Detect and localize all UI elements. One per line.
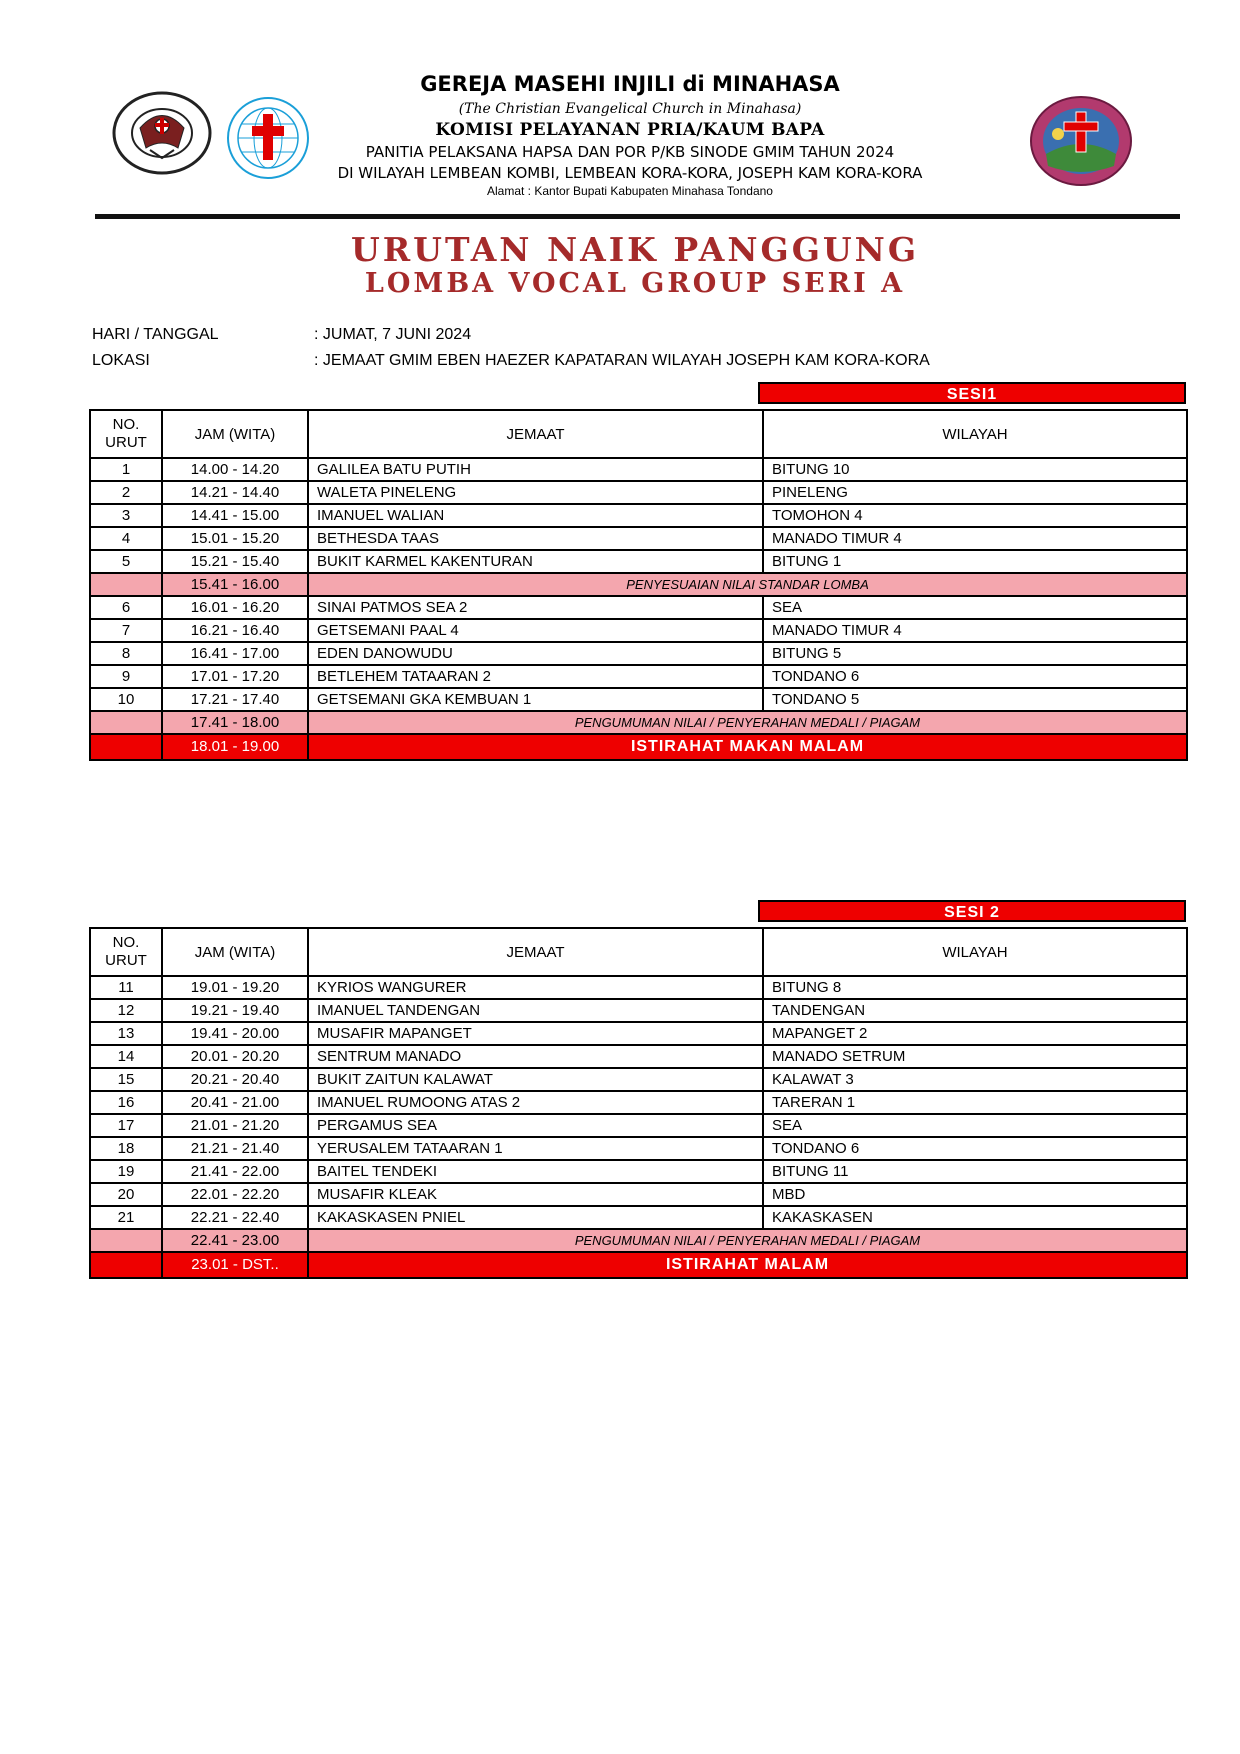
announcement-row (90, 711, 1187, 734)
cell-wilayah: MBD (763, 1183, 1187, 1206)
cell-jemaat: KAKASKASEN PNIEL (308, 1206, 763, 1229)
cell-jam: 15.21 - 15.40 (162, 550, 308, 573)
cell-jam: 19.21 - 19.40 (162, 999, 308, 1022)
date-value: : JUMAT, 7 JUNI 2024 (314, 326, 472, 343)
cell-jemaat: GETSEMANI GKA KEMBUAN 1 (308, 688, 763, 711)
cell-wilayah: TARERAN 1 (763, 1091, 1187, 1114)
rest-row (90, 734, 1187, 760)
table-row (90, 1068, 1187, 1091)
cell-jam: 21.01 - 21.20 (162, 1114, 308, 1137)
region-line: DI WILAYAH LEMBEAN KOMBI, LEMBEAN KORA-KORA, JOSEPH KAM KORA-KORA (337, 164, 923, 182)
cell-jam: 17.21 - 17.40 (162, 688, 308, 711)
cell-jemaat: MUSAFIR MAPANGET (308, 1022, 763, 1045)
rest-label: ISTIRAHAT MALAM (308, 1252, 1187, 1278)
cell-jemaat: PERGAMUS SEA (308, 1114, 763, 1137)
cell-wilayah: SEA (763, 596, 1187, 619)
table-row (90, 1183, 1187, 1206)
cell-no: 2 (90, 481, 162, 504)
cell-jemaat: IMANUEL RUMOONG ATAS 2 (308, 1091, 763, 1114)
table-row (90, 1045, 1187, 1068)
cell-jam: 14.21 - 14.40 (162, 481, 308, 504)
org-name-english: (The Christian Evangelical Church in Minahasa) (458, 101, 802, 117)
session-2-table (89, 927, 1188, 1279)
cell-jam: 16.01 - 16.20 (162, 596, 308, 619)
cell-no-empty (90, 1252, 162, 1278)
cell-jemaat: BETLEHEM TATAARAN 2 (308, 665, 763, 688)
cell-jam: 21.21 - 21.40 (162, 1137, 308, 1160)
cell-jemaat: BAITEL TENDEKI (308, 1160, 763, 1183)
cell-no-empty (90, 734, 162, 760)
cell-jemaat: MUSAFIR KLEAK (308, 1183, 763, 1206)
cell-jam: 22.41 - 23.00 (162, 1229, 308, 1252)
cell-wilayah: TANDENGAN (763, 999, 1187, 1022)
col-jam: JAM (WITA) (162, 410, 308, 458)
cell-jemaat: SINAI PATMOS SEA 2 (308, 596, 763, 619)
table-header-row (90, 410, 1187, 458)
cell-wilayah: MANADO SETRUM (763, 1045, 1187, 1068)
cell-wilayah: SEA (763, 1114, 1187, 1137)
cell-jemaat: YERUSALEM TATAARAN 1 (308, 1137, 763, 1160)
cell-jemaat: IMANUEL WALIAN (308, 504, 763, 527)
cell-jemaat: KYRIOS WANGURER (308, 976, 763, 999)
table-row (90, 619, 1187, 642)
cell-no-empty (90, 711, 162, 734)
cell-wilayah: TONDANO 6 (763, 1137, 1187, 1160)
table-row (90, 481, 1187, 504)
cell-jam: 20.41 - 21.00 (162, 1091, 308, 1114)
pria-kaum-bapa-logo (222, 92, 314, 184)
committee-name: PANITIA PELAKSANA HAPSA DAN POR P/KB SINODE GMIM TAHUN 2024 (365, 143, 895, 161)
cell-wilayah: KALAWAT 3 (763, 1068, 1187, 1091)
announcement-row (90, 1229, 1187, 1252)
cell-jemaat: SENTRUM MANADO (308, 1045, 763, 1068)
table-row (90, 1114, 1187, 1137)
org-name: GEREJA MASEHI INJILI di MINAHASA (420, 72, 840, 96)
cell-wilayah: KAKASKASEN (763, 1206, 1187, 1229)
cell-no: 9 (90, 665, 162, 688)
cell-jam: 23.01 - DST.. (162, 1252, 308, 1278)
cell-jam: 20.21 - 20.40 (162, 1068, 308, 1091)
gmim-logo (110, 88, 214, 178)
title-line-1: URUTAN NAIK PANGGUNG (350, 230, 920, 269)
cell-no: 16 (90, 1091, 162, 1114)
table-row (90, 596, 1187, 619)
rest-label: ISTIRAHAT MAKAN MALAM (308, 734, 1187, 760)
cell-wilayah: BITUNG 11 (763, 1160, 1187, 1183)
col-jemaat: JEMAAT (308, 928, 763, 976)
cell-jam: 21.41 - 22.00 (162, 1160, 308, 1183)
cell-jam: 14.41 - 15.00 (162, 504, 308, 527)
col-wilayah: WILAYAH (763, 410, 1187, 458)
cell-no: 12 (90, 999, 162, 1022)
break-label: PENYESUAIAN NILAI STANDAR LOMBA (308, 573, 1187, 596)
cell-jemaat: EDEN DANOWUDU (308, 642, 763, 665)
cell-jemaat: BUKIT ZAITUN KALAWAT (308, 1068, 763, 1091)
cell-jam: 16.21 - 16.40 (162, 619, 308, 642)
cell-no: 10 (90, 688, 162, 711)
table-row (90, 665, 1187, 688)
cell-jemaat: GALILEA BATU PUTIH (308, 458, 763, 481)
cell-wilayah: BITUNG 8 (763, 976, 1187, 999)
cell-jemaat: GETSEMANI PAAL 4 (308, 619, 763, 642)
cell-jam: 16.41 - 17.00 (162, 642, 308, 665)
announcement-label: PENGUMUMAN NILAI / PENYERAHAN MEDALI / PIAGAM (308, 1229, 1187, 1252)
announcement-label: PENGUMUMAN NILAI / PENYERAHAN MEDALI / PIAGAM (308, 711, 1187, 734)
table-row (90, 1022, 1187, 1045)
cell-wilayah: BITUNG 5 (763, 642, 1187, 665)
table-row (90, 1137, 1187, 1160)
date-label: HARI / TANGGAL (92, 326, 219, 343)
session-2-label: SESI 2 (758, 900, 1186, 922)
col-no: NO. URUT (90, 410, 162, 458)
cell-no: 3 (90, 504, 162, 527)
cell-jam: 15.01 - 15.20 (162, 527, 308, 550)
cell-jemaat: BETHESDA TAAS (308, 527, 763, 550)
col-wilayah: WILAYAH (763, 928, 1187, 976)
cell-wilayah: MANADO TIMUR 4 (763, 619, 1187, 642)
cell-no: 18 (90, 1137, 162, 1160)
cell-no-empty (90, 573, 162, 596)
cell-no: 11 (90, 976, 162, 999)
cell-no: 6 (90, 596, 162, 619)
table-row (90, 1206, 1187, 1229)
cell-jam: 17.01 - 17.20 (162, 665, 308, 688)
cell-jam: 14.00 - 14.20 (162, 458, 308, 481)
cell-wilayah: BITUNG 10 (763, 458, 1187, 481)
cell-jam: 15.41 - 16.00 (162, 573, 308, 596)
cell-jam: 17.41 - 18.00 (162, 711, 308, 734)
cell-wilayah: MANADO TIMUR 4 (763, 527, 1187, 550)
cell-wilayah: TONDANO 5 (763, 688, 1187, 711)
title-line-2: LOMBA VOCAL GROUP SERI A (364, 268, 906, 299)
table-row (90, 976, 1187, 999)
cell-no: 15 (90, 1068, 162, 1091)
cell-no: 7 (90, 619, 162, 642)
cell-jam: 19.41 - 20.00 (162, 1022, 308, 1045)
cell-jemaat: WALETA PINELENG (308, 481, 763, 504)
session-1-label: SESI1 (758, 382, 1186, 404)
table-row (90, 688, 1187, 711)
table-header-row (90, 928, 1187, 976)
cell-jam: 19.01 - 19.20 (162, 976, 308, 999)
commission-name: KOMISI PELAYANAN PRIA/KAUM BAPA (435, 120, 825, 140)
cell-no: 13 (90, 1022, 162, 1045)
cell-jemaat: IMANUEL TANDENGAN (308, 999, 763, 1022)
cell-jam: 18.01 - 19.00 (162, 734, 308, 760)
location-value: : JEMAAT GMIM EBEN HAEZER KAPATARAN WILAYAH JOSEPH KAM KORA-KORA (314, 352, 930, 369)
table-row (90, 1160, 1187, 1183)
rest-row (90, 1252, 1187, 1278)
table-row (90, 999, 1187, 1022)
cell-no: 14 (90, 1045, 162, 1068)
cell-no-empty (90, 1229, 162, 1252)
table-row (90, 1091, 1187, 1114)
letterhead (90, 60, 1180, 220)
cell-no: 5 (90, 550, 162, 573)
table-row (90, 550, 1187, 573)
cell-wilayah: MAPANGET 2 (763, 1022, 1187, 1045)
cell-jam: 22.21 - 22.40 (162, 1206, 308, 1229)
table-row (90, 458, 1187, 481)
table-row (90, 504, 1187, 527)
table-row (90, 642, 1187, 665)
cell-no: 4 (90, 527, 162, 550)
cell-no: 21 (90, 1206, 162, 1229)
table-row (90, 527, 1187, 550)
cell-no: 20 (90, 1183, 162, 1206)
col-jam: JAM (WITA) (162, 928, 308, 976)
cell-jemaat: BUKIT KARMEL KAKENTURAN (308, 550, 763, 573)
hapsa-event-logo (1028, 94, 1134, 188)
cell-no: 17 (90, 1114, 162, 1137)
cell-wilayah: TONDANO 6 (763, 665, 1187, 688)
cell-jam: 22.01 - 22.20 (162, 1183, 308, 1206)
location-label: LOKASI (92, 352, 150, 369)
session-1-table (89, 409, 1188, 761)
cell-no: 1 (90, 458, 162, 481)
document-title (90, 232, 1180, 300)
cell-wilayah: PINELENG (763, 481, 1187, 504)
cell-jam: 20.01 - 20.20 (162, 1045, 308, 1068)
col-no: NO. URUT (90, 928, 162, 976)
col-jemaat: JEMAAT (308, 410, 763, 458)
cell-no: 19 (90, 1160, 162, 1183)
header-divider (95, 214, 1180, 219)
address-line: Alamat : Kantor Bupati Kabupaten Minahasa Tondano (487, 184, 773, 198)
break-row (90, 573, 1187, 596)
cell-no: 8 (90, 642, 162, 665)
cell-wilayah: TOMOHON 4 (763, 504, 1187, 527)
cell-wilayah: BITUNG 1 (763, 550, 1187, 573)
